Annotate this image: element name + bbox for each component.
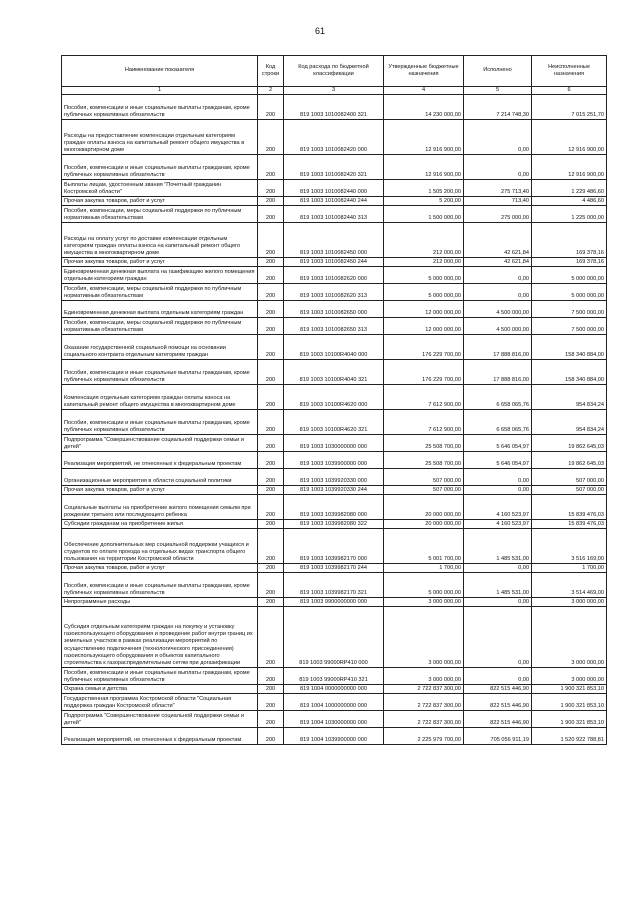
row-approved-amount: 3 000 000,00 xyxy=(384,607,464,668)
row-approved-amount: 25 508 700,00 xyxy=(384,435,464,452)
row-executed-amount: 0,00 xyxy=(464,267,532,284)
row-class-code: 819 1003 1039982170 244 xyxy=(284,564,384,573)
row-name: Выплаты лицам, удостоенным звания "Почетный гражданин Костромской области" xyxy=(62,180,258,197)
row-executed-amount: 275 000,00 xyxy=(464,206,532,223)
row-line-code: 200 xyxy=(258,486,284,495)
row-name: Пособия, компенсации и иные социальные выплаты гражданам, кроме публичных нормативных обязательств xyxy=(62,95,258,120)
table-row xyxy=(62,284,607,301)
row-class-code: 819 1003 1039920330 000 xyxy=(284,469,384,486)
row-executed-amount: 17 888 816,00 xyxy=(464,360,532,385)
row-class-code: 819 1004 1000000000 000 xyxy=(284,694,384,711)
row-name: Пособия, компенсации и иные социальные выплаты гражданам, кроме публичных нормативных обязательств xyxy=(62,155,258,180)
row-approved-amount: 5 000 000,00 xyxy=(384,573,464,598)
row-approved-amount: 25 508 700,00 xyxy=(384,452,464,469)
row-class-code: 819 1003 10100R4620 321 xyxy=(284,410,384,435)
row-executed-amount: 0,00 xyxy=(464,598,532,607)
row-unexecuted-amount: 954 834,24 xyxy=(532,385,607,410)
row-executed-amount: 0,00 xyxy=(464,155,532,180)
row-approved-amount: 176 229 700,00 xyxy=(384,335,464,360)
row-name: Пособия, компенсации, меры социальной поддержки по публичным нормативным обязательствам xyxy=(62,318,258,335)
row-executed-amount: 822 515 446,90 xyxy=(464,685,532,694)
row-unexecuted-amount: 7 500 000,00 xyxy=(532,301,607,318)
row-class-code: 819 1003 1010082440 313 xyxy=(284,206,384,223)
row-class-code: 819 1003 1010082620 000 xyxy=(284,267,384,284)
row-line-code: 200 xyxy=(258,267,284,284)
row-line-code: 200 xyxy=(258,318,284,335)
row-executed-amount: 822 515 446,90 xyxy=(464,711,532,728)
column-number-row xyxy=(62,87,607,95)
table-row xyxy=(62,155,607,180)
row-approved-amount: 14 230 000,00 xyxy=(384,95,464,120)
table-row xyxy=(62,685,607,694)
row-unexecuted-amount: 1 225 000,00 xyxy=(532,206,607,223)
row-name: Компенсация отдельным категориям граждан оплаты взноса на капитальный ремонт общего имущества в многоквартирном доме xyxy=(62,385,258,410)
row-approved-amount: 212 000,00 xyxy=(384,258,464,267)
row-name: Реализация мероприятий, не отнесенных к федеральным проектам xyxy=(62,728,258,745)
row-name: Расходы на оплату услуг по доставке компенсации отдельным категориям граждан оплаты взноса на капитальный ремонт общего имущества в многоквартирном доме xyxy=(62,223,258,258)
row-approved-amount: 1 700,00 xyxy=(384,564,464,573)
row-line-code: 200 xyxy=(258,520,284,529)
row-line-code: 200 xyxy=(258,668,284,685)
table-row xyxy=(62,728,607,745)
row-name: Прочая закупка товаров, работ и услуг xyxy=(62,197,258,206)
row-unexecuted-amount: 3 516 169,00 xyxy=(532,529,607,564)
row-approved-amount: 2 722 837 300,00 xyxy=(384,685,464,694)
row-unexecuted-amount: 5 000 000,00 xyxy=(532,284,607,301)
table-row xyxy=(62,206,607,223)
row-unexecuted-amount: 3 514 469,00 xyxy=(532,573,607,598)
table-row xyxy=(62,258,607,267)
row-line-code: 200 xyxy=(258,197,284,206)
row-class-code: 819 1004 1030000000 000 xyxy=(284,711,384,728)
row-approved-amount: 3 000 000,00 xyxy=(384,598,464,607)
row-unexecuted-amount: 12 916 900,00 xyxy=(532,120,607,155)
row-executed-amount: 0,00 xyxy=(464,607,532,668)
row-approved-amount: 20 000 000,00 xyxy=(384,495,464,520)
row-name: Единовременная денежная выплата отдельным категориям граждан xyxy=(62,301,258,318)
row-name: Прочая закупка товаров, работ и услуг xyxy=(62,258,258,267)
row-unexecuted-amount: 12 916 900,00 xyxy=(532,155,607,180)
column-number: 5 xyxy=(464,87,532,95)
row-class-code: 819 1003 1039982080 000 xyxy=(284,495,384,520)
row-executed-amount: 6 658 065,76 xyxy=(464,410,532,435)
table-row xyxy=(62,410,607,435)
table-row xyxy=(62,95,607,120)
row-class-code: 819 1003 1039982170 321 xyxy=(284,573,384,598)
column-number: 6 xyxy=(532,87,607,95)
header-class-code: Код расхода по бюджетной классификации xyxy=(284,56,384,87)
row-unexecuted-amount: 3 000 000,00 xyxy=(532,607,607,668)
row-approved-amount: 1 500 000,00 xyxy=(384,206,464,223)
row-executed-amount: 275 713,40 xyxy=(464,180,532,197)
row-name: Пособия, компенсации и иные социальные выплаты гражданам, кроме публичных нормативных обязательств xyxy=(62,360,258,385)
row-class-code: 819 1003 1010082450 000 xyxy=(284,223,384,258)
row-class-code: 819 1003 10100R4040 000 xyxy=(284,335,384,360)
row-unexecuted-amount: 158 340 884,00 xyxy=(532,335,607,360)
row-name: Подпрограмма "Совершенствование социальной поддержки семьи и детей" xyxy=(62,711,258,728)
row-class-code: 819 1003 1030000000 000 xyxy=(284,435,384,452)
row-line-code: 200 xyxy=(258,223,284,258)
row-unexecuted-amount: 1 520 922 788,81 xyxy=(532,728,607,745)
table-row xyxy=(62,573,607,598)
column-number: 2 xyxy=(258,87,284,95)
row-name: Субсидии гражданам на приобретение жилья xyxy=(62,520,258,529)
column-number: 4 xyxy=(384,87,464,95)
row-unexecuted-amount: 158 340 884,00 xyxy=(532,360,607,385)
row-unexecuted-amount: 507 000,00 xyxy=(532,469,607,486)
table-row xyxy=(62,335,607,360)
row-approved-amount: 507 000,00 xyxy=(384,486,464,495)
row-approved-amount: 1 505 200,00 xyxy=(384,180,464,197)
column-number: 3 xyxy=(284,87,384,95)
table-row xyxy=(62,180,607,197)
row-approved-amount: 12 000 000,00 xyxy=(384,301,464,318)
row-name: Единовременная денежная выплата на газификацию жилого помещения отдельным категориям граждан xyxy=(62,267,258,284)
row-name: Расходы на предоставление компенсации отдельным категориям граждан оплаты взноса на капитальный ремонт общего имущества в многоквартирном доме xyxy=(62,120,258,155)
row-line-code: 200 xyxy=(258,495,284,520)
header-line-code: Код строки xyxy=(258,56,284,87)
row-class-code: 819 1003 9900000000 000 xyxy=(284,598,384,607)
row-executed-amount: 1 485 531,00 xyxy=(464,529,532,564)
row-unexecuted-amount: 15 839 476,03 xyxy=(532,520,607,529)
table-row xyxy=(62,385,607,410)
row-class-code: 819 1003 10100R4040 321 xyxy=(284,360,384,385)
row-line-code: 200 xyxy=(258,155,284,180)
header-unexecuted: Неисполненные назначения xyxy=(532,56,607,87)
row-executed-amount: 42 621,84 xyxy=(464,258,532,267)
row-executed-amount: 0,00 xyxy=(464,469,532,486)
table-row xyxy=(62,607,607,668)
row-unexecuted-amount: 507 000,00 xyxy=(532,486,607,495)
row-line-code: 200 xyxy=(258,435,284,452)
row-name: Прочая закупка товаров, работ и услуг xyxy=(62,486,258,495)
row-unexecuted-amount: 15 839 476,03 xyxy=(532,495,607,520)
row-class-code: 819 1003 1010082650 313 xyxy=(284,318,384,335)
row-executed-amount: 5 646 054,97 xyxy=(464,452,532,469)
header-approved: Утвержденные бюджетные назначения xyxy=(384,56,464,87)
row-class-code: 819 1003 1010082620 313 xyxy=(284,284,384,301)
row-name: Пособия, компенсации и иные социальные выплаты гражданам, кроме публичных нормативных обязательств xyxy=(62,573,258,598)
table-row xyxy=(62,495,607,520)
row-class-code: 819 1003 1010082650 000 xyxy=(284,301,384,318)
row-line-code: 200 xyxy=(258,335,284,360)
row-line-code: 200 xyxy=(258,360,284,385)
row-line-code: 200 xyxy=(258,573,284,598)
row-executed-amount: 0,00 xyxy=(464,486,532,495)
table-body xyxy=(62,95,607,745)
row-approved-amount: 12 916 900,00 xyxy=(384,155,464,180)
row-class-code: 819 1004 0000000000 000 xyxy=(284,685,384,694)
row-class-code: 819 1003 1039982170 000 xyxy=(284,529,384,564)
row-executed-amount: 1 485 531,00 xyxy=(464,573,532,598)
row-approved-amount: 20 000 000,00 xyxy=(384,520,464,529)
row-executed-amount: 0,00 xyxy=(464,284,532,301)
row-name: Пособия, компенсации, меры социальной поддержки по публичным нормативным обязательствам xyxy=(62,284,258,301)
table-row xyxy=(62,694,607,711)
row-executed-amount: 0,00 xyxy=(464,564,532,573)
header-name: Наименование показателя xyxy=(62,56,258,87)
row-unexecuted-amount: 1 900 321 853,10 xyxy=(532,711,607,728)
table-row xyxy=(62,223,607,258)
row-executed-amount: 4 500 000,00 xyxy=(464,301,532,318)
row-class-code: 819 1003 1010082420 321 xyxy=(284,155,384,180)
row-unexecuted-amount: 1 229 486,60 xyxy=(532,180,607,197)
row-class-code: 819 1003 1010082450 244 xyxy=(284,258,384,267)
row-name: Подпрограмма "Совершенствование социальной поддержки семьи и детей" xyxy=(62,435,258,452)
table-row xyxy=(62,435,607,452)
row-name: Пособия, компенсации, меры социальной поддержки по публичным нормативным обязательствам xyxy=(62,206,258,223)
row-approved-amount: 5 000 000,00 xyxy=(384,284,464,301)
row-unexecuted-amount: 169 378,16 xyxy=(532,223,607,258)
row-name: Обеспечение дополнительных мер социальной поддержки учащихся и студентов по оплате проезда на отдельных видах транспорта общего пользования на территории Костромской области xyxy=(62,529,258,564)
row-unexecuted-amount: 5 000 000,00 xyxy=(532,267,607,284)
row-name: Организационные мероприятия в области социальной политики xyxy=(62,469,258,486)
row-executed-amount: 6 658 065,76 xyxy=(464,385,532,410)
row-unexecuted-amount: 1 900 321 853,10 xyxy=(532,685,607,694)
row-line-code: 200 xyxy=(258,685,284,694)
row-unexecuted-amount: 19 862 645,03 xyxy=(532,452,607,469)
row-approved-amount: 7 612 900,00 xyxy=(384,385,464,410)
table-row xyxy=(62,598,607,607)
budget-execution-table xyxy=(61,55,607,745)
row-class-code: 819 1004 1039900000 000 xyxy=(284,728,384,745)
row-line-code: 200 xyxy=(258,452,284,469)
row-approved-amount: 3 000 000,00 xyxy=(384,668,464,685)
row-executed-amount: 42 621,84 xyxy=(464,223,532,258)
row-unexecuted-amount: 7 015 251,70 xyxy=(532,95,607,120)
row-executed-amount: 713,40 xyxy=(464,197,532,206)
row-name: Пособия, компенсации и иные социальные выплаты гражданам, кроме публичных нормативных обязательств xyxy=(62,410,258,435)
row-unexecuted-amount: 954 834,24 xyxy=(532,410,607,435)
row-approved-amount: 176 229 700,00 xyxy=(384,360,464,385)
row-name: Государственная программа Костромской области "Социальная поддержка граждан Костромской области" xyxy=(62,694,258,711)
row-approved-amount: 7 612 900,00 xyxy=(384,410,464,435)
table-row xyxy=(62,267,607,284)
table-row xyxy=(62,564,607,573)
row-line-code: 200 xyxy=(258,607,284,668)
table-row xyxy=(62,668,607,685)
row-unexecuted-amount: 3 000 000,00 xyxy=(532,668,607,685)
row-executed-amount: 5 646 054,97 xyxy=(464,435,532,452)
row-unexecuted-amount: 1 700,00 xyxy=(532,564,607,573)
page-number: 61 xyxy=(314,26,325,36)
row-line-code: 200 xyxy=(258,694,284,711)
row-class-code: 819 1003 1010082400 321 xyxy=(284,95,384,120)
header-executed: Исполнено xyxy=(464,56,532,87)
row-approved-amount: 5 001 700,00 xyxy=(384,529,464,564)
row-executed-amount: 0,00 xyxy=(464,120,532,155)
row-line-code: 200 xyxy=(258,564,284,573)
row-name: Реализация мероприятий, не отнесенных к федеральным проектам xyxy=(62,452,258,469)
row-line-code: 200 xyxy=(258,120,284,155)
row-approved-amount: 212 000,00 xyxy=(384,223,464,258)
row-line-code: 200 xyxy=(258,206,284,223)
row-approved-amount: 2 225 979 700,00 xyxy=(384,728,464,745)
row-executed-amount: 7 214 748,30 xyxy=(464,95,532,120)
table-row xyxy=(62,197,607,206)
table-row xyxy=(62,529,607,564)
row-name: Непрограммные расходы xyxy=(62,598,258,607)
row-executed-amount: 4 160 523,97 xyxy=(464,495,532,520)
row-line-code: 200 xyxy=(258,385,284,410)
table-row xyxy=(62,486,607,495)
table-row xyxy=(62,520,607,529)
row-name: Субсидия отдельным категориям граждан на покупку и установку газоиспользующего оборудования и проведение работ внутри границ их земельных участков в рамках реализации мероприятий по осуществлению подключения (технологического присоединения) газоиспользующего оборудования и объектов капитального строительства к газораспределительным сетям при догазификации xyxy=(62,607,258,668)
row-approved-amount: 5 200,00 xyxy=(384,197,464,206)
table-row xyxy=(62,301,607,318)
column-number: 1 xyxy=(62,87,258,95)
row-class-code: 819 1003 1039982080 322 xyxy=(284,520,384,529)
row-name: Социальные выплаты на приобретение жилого помещения семьям при рождении третьего или последующего ребенка xyxy=(62,495,258,520)
table-row xyxy=(62,120,607,155)
row-executed-amount: 17 888 816,00 xyxy=(464,335,532,360)
row-class-code: 819 1003 1010082440 000 xyxy=(284,180,384,197)
table-row xyxy=(62,452,607,469)
row-approved-amount: 5 000 000,00 xyxy=(384,267,464,284)
row-executed-amount: 4 160 523,97 xyxy=(464,520,532,529)
table-row xyxy=(62,711,607,728)
row-class-code: 819 1003 1039900000 000 xyxy=(284,452,384,469)
table-header-row xyxy=(62,56,607,87)
row-line-code: 200 xyxy=(258,598,284,607)
row-class-code: 819 1003 1010082440 244 xyxy=(284,197,384,206)
row-executed-amount: 0,00 xyxy=(464,668,532,685)
table-row xyxy=(62,318,607,335)
row-class-code: 819 1003 99000RP410 000 xyxy=(284,607,384,668)
row-approved-amount: 2 722 837 300,00 xyxy=(384,711,464,728)
row-class-code: 819 1003 1010082420 000 xyxy=(284,120,384,155)
row-name: Прочая закупка товаров, работ и услуг xyxy=(62,564,258,573)
table-row xyxy=(62,469,607,486)
row-executed-amount: 705 056 911,19 xyxy=(464,728,532,745)
row-class-code: 819 1003 10100R4620 000 xyxy=(284,385,384,410)
row-line-code: 200 xyxy=(258,728,284,745)
row-line-code: 200 xyxy=(258,284,284,301)
row-line-code: 200 xyxy=(258,180,284,197)
row-approved-amount: 12 916 900,00 xyxy=(384,120,464,155)
row-name: Оказание государственной социальной помощи на основании социального контракта отдельным категориям граждан xyxy=(62,335,258,360)
row-line-code: 200 xyxy=(258,95,284,120)
row-unexecuted-amount: 7 500 000,00 xyxy=(532,318,607,335)
row-unexecuted-amount: 19 862 645,03 xyxy=(532,435,607,452)
row-line-code: 200 xyxy=(258,469,284,486)
row-name: Пособия, компенсации и иные социальные выплаты гражданам, кроме публичных нормативных обязательств xyxy=(62,668,258,685)
row-unexecuted-amount: 3 000 000,00 xyxy=(532,598,607,607)
row-approved-amount: 2 722 837 300,00 xyxy=(384,694,464,711)
row-unexecuted-amount: 1 900 321 853,10 xyxy=(532,694,607,711)
row-line-code: 200 xyxy=(258,258,284,267)
row-executed-amount: 4 500 000,00 xyxy=(464,318,532,335)
row-approved-amount: 12 000 000,00 xyxy=(384,318,464,335)
table-row xyxy=(62,360,607,385)
row-unexecuted-amount: 169 378,16 xyxy=(532,258,607,267)
row-name: Охрана семьи и детства xyxy=(62,685,258,694)
row-line-code: 200 xyxy=(258,711,284,728)
row-class-code: 819 1003 99000RP410 321 xyxy=(284,668,384,685)
row-line-code: 200 xyxy=(258,301,284,318)
row-executed-amount: 822 515 446,90 xyxy=(464,694,532,711)
row-line-code: 200 xyxy=(258,410,284,435)
row-line-code: 200 xyxy=(258,529,284,564)
row-approved-amount: 507 000,00 xyxy=(384,469,464,486)
row-class-code: 819 1003 1039920330 244 xyxy=(284,486,384,495)
row-unexecuted-amount: 4 486,60 xyxy=(532,197,607,206)
